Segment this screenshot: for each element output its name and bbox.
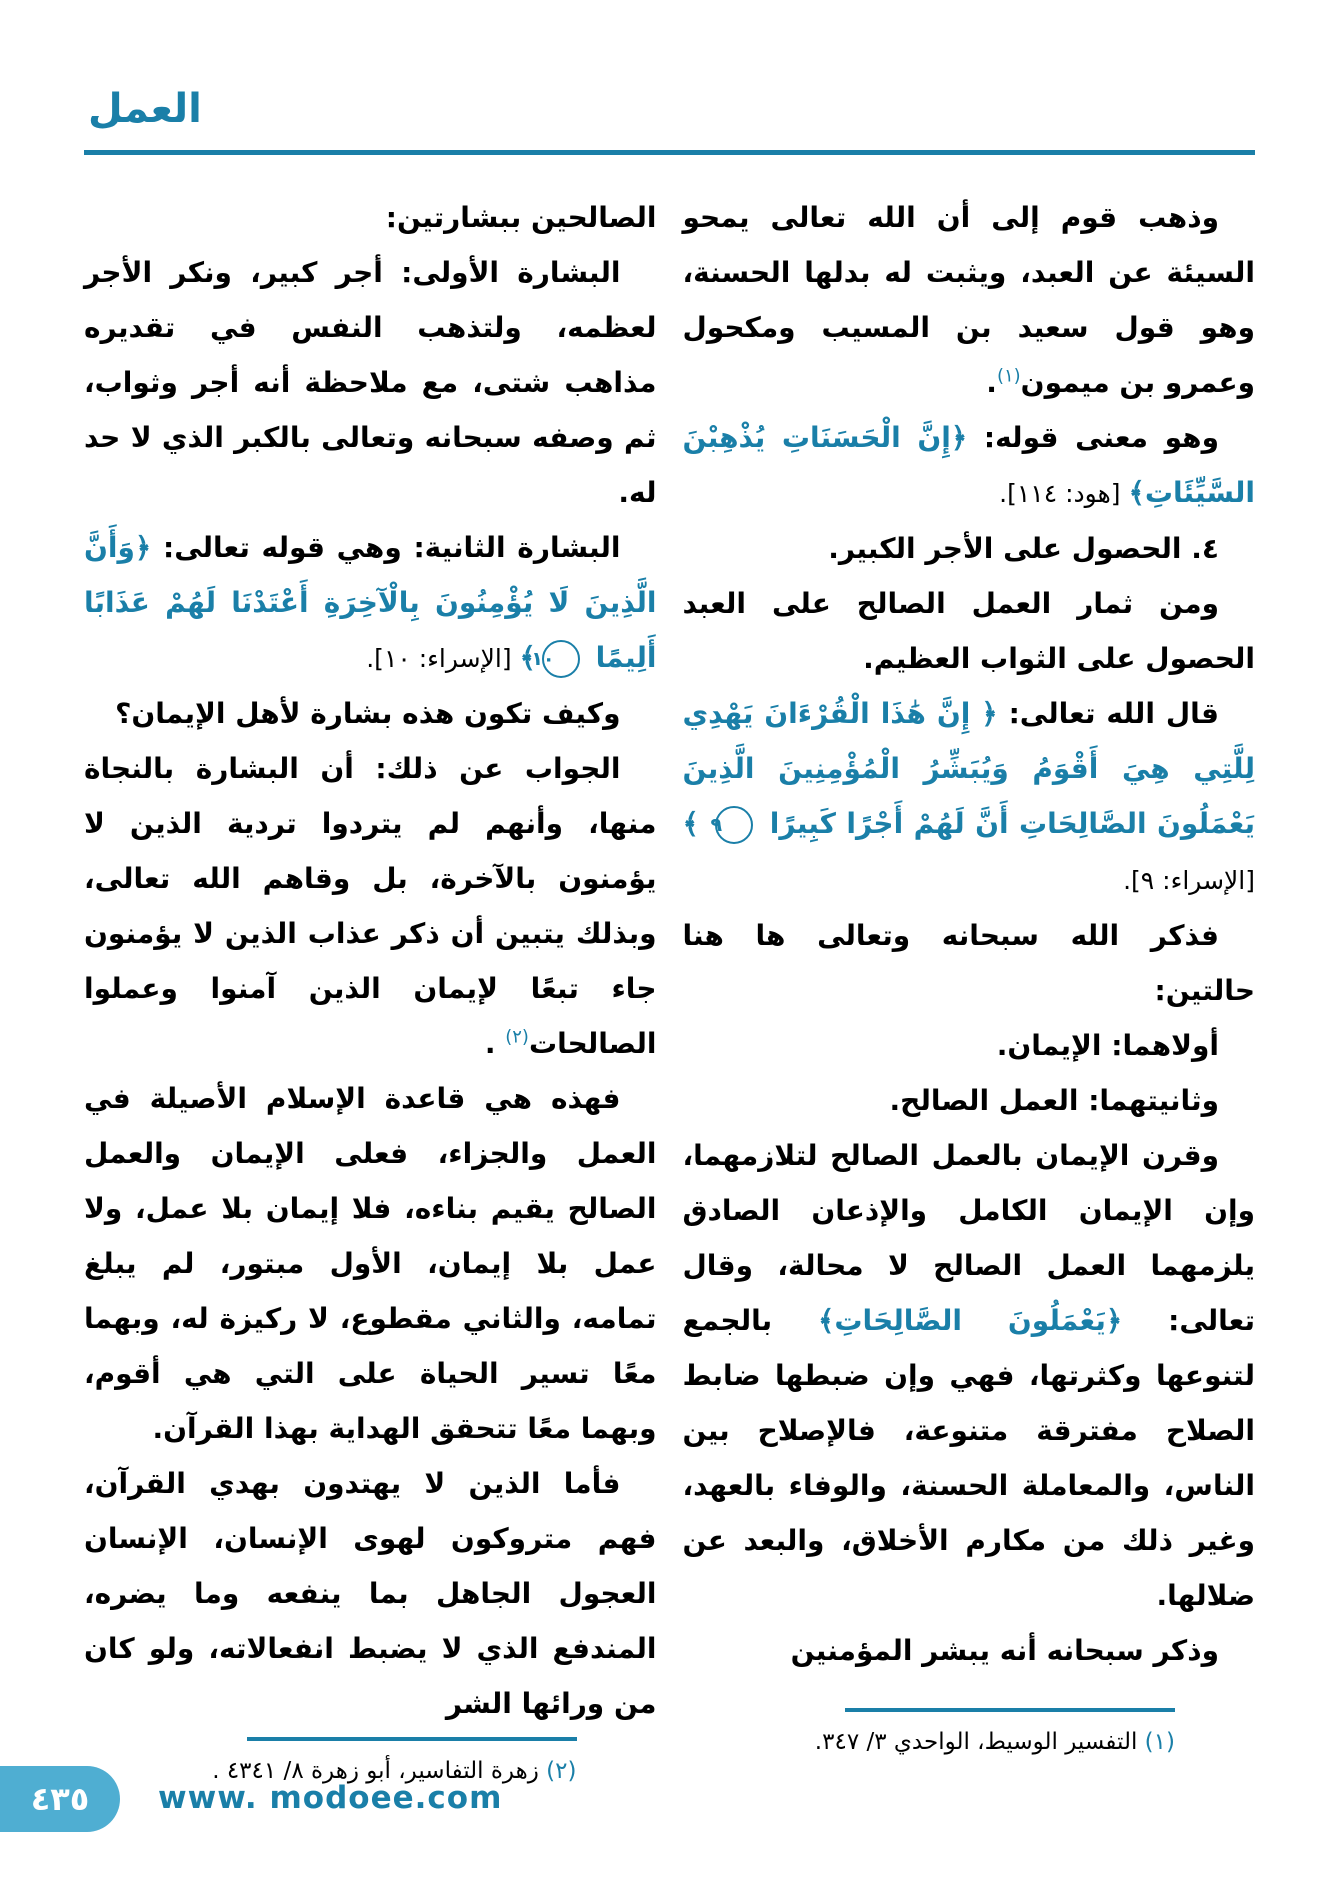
paragraph-text: وقرن الإيمان بالعمل الصالح لتلازمهما، وإن الإيمان الكامل والإذعان الصادق يلزمهما العمل الصالح لا محالة، وقال تعالى: — [682, 1139, 1256, 1337]
website-link[interactable]: www. modoee.com — [158, 1780, 503, 1816]
page-content — [84, 190, 1256, 1784]
paragraph: ومن ثمار العمل الصالح على العبد الحصول على الثواب العظيم. — [682, 587, 1255, 675]
quran-verse: ﴿وَأَنَّ الَّذِينَ لَا يُؤْمِنُونَ بِالْآخِرَةِ أَعْتَدْنَا لَهُمْ عَذَابًا أَلِيمًا — [84, 531, 657, 674]
paragraph-text: بالجمع لتنوعها وكثرتها، فهي وإن ضبطها ضابط الصلاح مفترقة متنوعة، فالإصلاح بين الناس، والمعاملة الحسنة، والوفاء بالعهد، وغير ذلك من مكارم الأخلاق، والبعد عن ضلالها. — [682, 1304, 1255, 1612]
paragraph: فأما الذين لا يهتدون بهدي القرآن، فهم متروكون لهوى الإنسان، الإنسان العجول الجاهل بما ينفعه وما يضره، المندفع الذي لا يضبط انفعالاته، ولو كان من ورائها الشر — [84, 1467, 657, 1720]
footnote-divider — [845, 1708, 1175, 1712]
paragraph — [683, 1128, 1256, 1623]
footnote — [683, 1724, 1176, 1760]
paragraph — [84, 741, 657, 1071]
section-heading: ٤. الحصول على الأجر الكبير. — [828, 532, 1219, 565]
paragraph — [683, 190, 1256, 410]
paragraph-text: الجواب عن ذلك: أن البشارة بالنجاة منها، وأنهم لم يتردوا تردية الذين لا يؤمنون بالآخرة، بل وقاهم الله تعالى، وبذلك يتبين أن ذكر عذاب الذين لا يؤمنون جاء تبعًا لإيمان الذين آمنوا وعملوا الصالحات — [84, 752, 657, 1060]
column-left — [84, 190, 657, 1784]
ayah-number-badge: ٩ — [715, 806, 753, 844]
quran-verse: ﴿إِنَّ الْحَسَنَاتِ يُذْهِبْنَ السَّيِّئَاتِ﴾ — [682, 421, 1255, 509]
paragraph: وثانيتهما: العمل الصالح. — [889, 1084, 1219, 1117]
quran-verse: ﴾ — [519, 641, 536, 674]
footnote-text: زهرة التفاسير، أبو زهرة ٨/ ٤٣٤١ . — [212, 1758, 539, 1784]
paragraph-text: . — [986, 366, 997, 399]
paragraph-text: وهو معنى قوله: — [967, 421, 1219, 454]
quran-verse: ﴿ إِنَّ هَٰذَا الْقُرْءَانَ يَهْدِي لِلَّتِي هِيَ أَقْوَمُ وَيُبَشِّرُ الْمُؤْمِنِينَ الَّذِينَ يَعْمَلُونَ الصَّالِحَاتِ أَنَّ لَهُمْ أَجْرًا كَبِيرًا — [682, 697, 1255, 840]
page-number-badge — [0, 1766, 120, 1832]
paragraph: فهذه هي قاعدة الإسلام الأصيلة في العمل والجزاء، فعلى الإيمان والعمل الصالح يقيم بناءه، فلا إيمان بلا عمل، ولا عمل بلا إيمان، الأول مبتور، لم يبلغ تمامه، والثاني مقطوع، لا ركيزة له، وبهما معًا تسير الحياة على التي هي أقوم، وبهما معًا تتحقق الهداية بهذا القرآن. — [84, 1082, 657, 1445]
paragraph: الصالحين ببشارتين: — [385, 201, 657, 234]
paragraph: وكيف تكون هذه بشارة لأهل الإيمان؟ — [115, 697, 621, 730]
paragraph: أولاهما: الإيمان. — [996, 1029, 1219, 1062]
footnote-divider — [247, 1737, 577, 1741]
paragraph: وذكر سبحانه أنه يبشر المؤمنين — [790, 1634, 1219, 1667]
paragraph-text: . — [484, 1027, 506, 1060]
paragraph-lead: البشارة الثانية: — [413, 531, 621, 564]
ayah-number-badge: ١٠ — [542, 640, 580, 678]
paragraph — [683, 410, 1256, 521]
footnote-marker: (٢) — [546, 1758, 577, 1784]
paragraph-text: وهي قوله تعالى: — [151, 531, 414, 564]
column-right — [683, 190, 1256, 1760]
page-number: ٤٣٥ — [30, 1780, 90, 1818]
paragraph — [84, 245, 657, 520]
verse-reference: [الإسراء: ١٠]. — [366, 644, 520, 673]
footnote-marker: (١) — [1144, 1729, 1175, 1755]
page-title: العمل — [88, 86, 202, 132]
paragraph — [84, 520, 657, 686]
footnote-block — [683, 1702, 1256, 1760]
quran-verse: ﴿يَعْمَلُونَ الصَّالِحَاتِ﴾ — [818, 1304, 1123, 1337]
footnote-marker: (٢) — [505, 1026, 529, 1048]
paragraph: فذكر الله سبحانه وتعالى ها هنا حالتين: — [682, 919, 1255, 1007]
paragraph-text: أجر كبير، ونكر الأجر لعظمه، ولتذهب النفس في تقديره مذاهب شتى، مع ملاحظة أنه أجر وثواب، ثم وصفه سبحانه وتعالى بالكبر الذي لا حد له. — [84, 256, 657, 509]
paragraph-text: قال الله تعالى: — [997, 697, 1219, 730]
verse-reference: [الإسراء: ٩]. — [1123, 866, 1255, 895]
paragraph-text: وذهب قوم إلى أن الله تعالى يمحو السيئة عن العبد، ويثبت له بدلها الحسنة، وهو قول سعيد بن المسيب ومكحول وعمرو بن ميمون — [682, 201, 1255, 399]
paragraph-lead: البشارة الأولى: — [401, 256, 621, 289]
verse-reference: [هود: ١١٤]. — [999, 479, 1129, 508]
header-divider — [84, 150, 1255, 155]
footnote-text: التفسير الوسيط، الواحدي ٣/ ٣٤٧. — [814, 1729, 1138, 1755]
quran-verse: ﴾ — [682, 807, 710, 840]
footnote-marker: (١) — [996, 365, 1021, 387]
paragraph — [683, 686, 1256, 908]
